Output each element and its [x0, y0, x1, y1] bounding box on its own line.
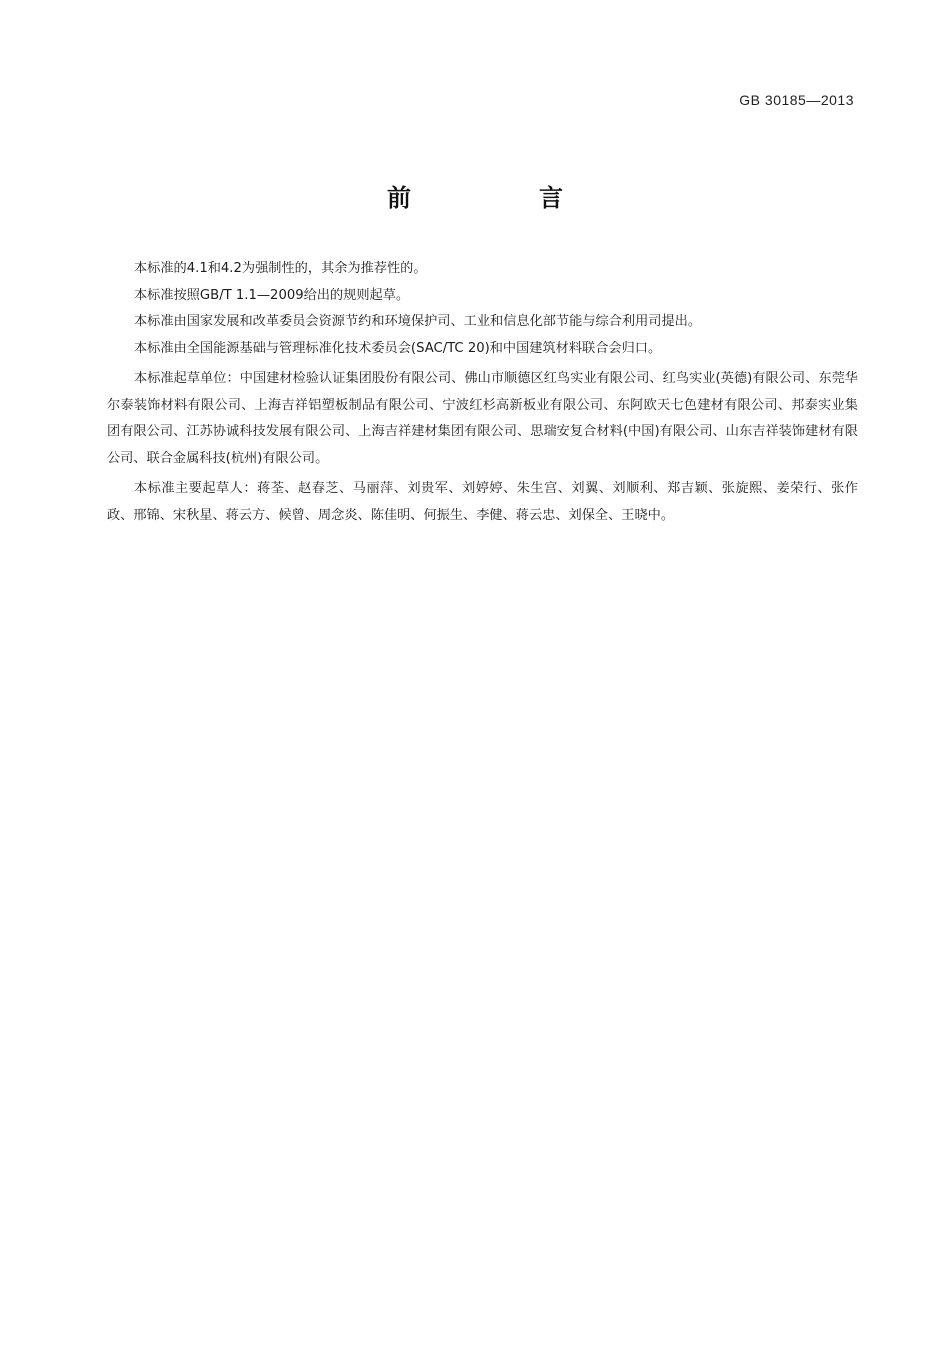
- paragraph-drafting-organizations: 本标准起草单位：中国建材检验认证集团股份有限公司、佛山市顺德区红鸟实业有限公司、红鸟实业(英德)有限公司、东莞华尔泰装饰材料有限公司、上海吉祥铝塑板制品有限公司、宁波红杉高新板业有限公司、东阿欧天七色建材有限公司、邦泰实业集团有限公司、江苏协诚科技发展有限公司、上海吉祥建材集团有限公司、思瑞安复合材料(中国)有限公司、山东吉祥装饰建材有限公司、联合金属科技(杭州)有限公司。: [107, 371, 858, 466]
- standard-code: GB 30185—2013: [739, 92, 854, 108]
- foreword-body: [107, 256, 858, 529]
- paragraph-proposed-by: 本标准由国家发展和改革委员会资源节约和环境保护司、工业和信息化部节能与综合利用司提出。: [134, 314, 702, 329]
- paragraph-main-drafters: 本标准主要起草人：蒋荃、赵春芝、马丽萍、刘贵军、刘婷婷、朱生宫、刘翼、刘顺利、郑吉颖、张旋熙、姜荣行、张作政、邢锦、宋秋星、蒋云方、候曾、周念炎、陈佳明、何振生、李健、蒋云忠、刘保全、王晓中。: [107, 481, 858, 523]
- paragraph-mandatory-clauses: 本标准的4.1和4.2为强制性的，其余为推荐性的。: [134, 261, 427, 276]
- paragraph-drafting-rules: 本标准按照GB/T 1.1—2009给出的规则起草。: [134, 287, 410, 303]
- paragraph-administered-by: 本标准由全国能源基础与管理标准化技术委员会(SAC/TC 20)和中国建筑材料联合会归口。: [134, 340, 662, 356]
- foreword-title: 前 言: [387, 184, 615, 212]
